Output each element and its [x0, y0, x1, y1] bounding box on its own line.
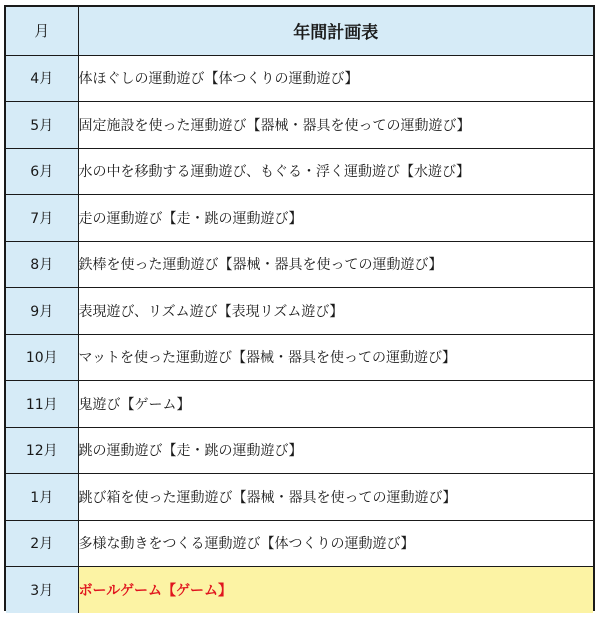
table-row: [6, 102, 593, 149]
table-row: [6, 195, 593, 242]
table-row: [6, 55, 593, 102]
activity-cell: 水の中を移動する運動遊び、もぐる・浮く運動遊び【水遊び】: [78, 148, 593, 195]
table-row: [6, 567, 593, 614]
activity-cell: 体ほぐしの運動遊び【体つくりの運動遊び】: [78, 55, 593, 102]
table-row: [6, 288, 593, 335]
activity-cell: マットを使った運動遊び【器械・器具を使っての運動遊び】: [78, 334, 593, 381]
month-cell: 3月: [6, 567, 78, 614]
table-row: [6, 474, 593, 521]
month-cell: 1月: [6, 474, 78, 521]
table-body: [6, 55, 593, 613]
table-header-row: [6, 7, 593, 55]
activity-cell: 表現遊び、リズム遊び【表現リズム遊び】: [78, 288, 593, 335]
month-cell: 12月: [6, 427, 78, 474]
month-column-header: 月: [6, 7, 78, 55]
table-row: [6, 241, 593, 288]
month-cell: 5月: [6, 102, 78, 149]
month-cell: 8月: [6, 241, 78, 288]
activity-cell: 固定施設を使った運動遊び【器械・器具を使っての運動遊び】: [78, 102, 593, 149]
month-cell: 7月: [6, 195, 78, 242]
month-cell: 6月: [6, 148, 78, 195]
activity-cell: ボールゲーム【ゲーム】: [78, 567, 593, 614]
month-cell: 11月: [6, 381, 78, 428]
month-cell: 4月: [6, 55, 78, 102]
table-row: [6, 148, 593, 195]
activity-cell: 多様な動きをつくる運動遊び【体つくりの運動遊び】: [78, 520, 593, 567]
table-row: [6, 427, 593, 474]
month-cell: 10月: [6, 334, 78, 381]
annual-plan-table: [6, 7, 593, 613]
activity-cell: 走の運動遊び【走・跳の運動遊び】: [78, 195, 593, 242]
table-row: [6, 520, 593, 567]
table-row: [6, 334, 593, 381]
table-row: [6, 381, 593, 428]
activity-cell: 鬼遊び【ゲーム】: [78, 381, 593, 428]
activity-cell: 跳の運動遊び【走・跳の運動遊び】: [78, 427, 593, 474]
month-cell: 2月: [6, 520, 78, 567]
activity-cell: 鉄棒を使った運動遊び【器械・器具を使っての運動遊び】: [78, 241, 593, 288]
plan-column-header: 年間計画表: [78, 7, 593, 55]
annual-plan-table-frame: [4, 5, 595, 611]
month-cell: 9月: [6, 288, 78, 335]
activity-cell: 跳び箱を使った運動遊び【器械・器具を使っての運動遊び】: [78, 474, 593, 521]
